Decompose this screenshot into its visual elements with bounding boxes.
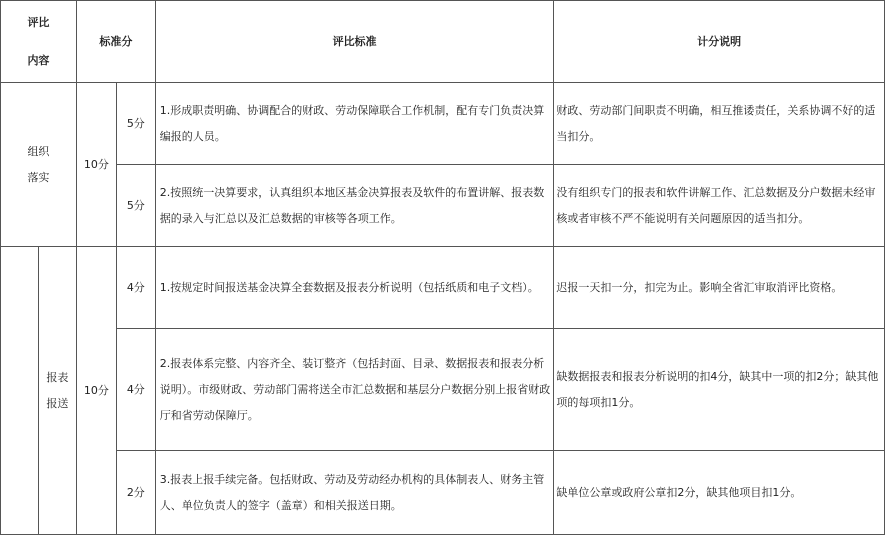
section-name-line2: 报送 [46,396,69,410]
header-category-line1: 评比 [27,15,50,29]
row-criteria: 2.报表体系完整、内容齐全、装订整齐（包括封面、目录、数据报表和报表分析说明）。市级财政、劳动部门需将送全市汇总数据和基层分户数据分别上报省财政厅和省劳动保障厅。 [155,329,554,451]
row-scoring: 缺数据报表和报表分析说明的扣4分，缺其中一项的扣2分；缺其他项的每项扣1分。 [554,329,885,451]
row-scoring: 财政、劳动部门间职责不明确，相互推诿责任，关系协调不好的适当扣分。 [554,83,885,165]
row-points: 4分 [116,329,155,451]
row-criteria: 3.报表上报手续完备。包括财政、劳动及劳动经办机构的具体制表人、财务主管人、单位负责人的签字（盖章）和相关报送日期。 [155,451,554,535]
section-name-line1: 组织 [27,144,50,158]
header-scoring: 计分说明 [554,1,885,83]
row-points: 5分 [116,83,155,165]
section-name-line1: 报表 [46,370,69,384]
section-total-score: 10分 [76,83,116,247]
header-criteria: 评比标准 [155,1,554,83]
header-score: 标准分 [76,1,155,83]
section-total-score: 10分 [76,247,116,535]
row-criteria: 1.按规定时间报送基金决算全套数据及报表分析说明（包括纸质和电子文档）。 [155,247,554,329]
section-organization [1,83,77,247]
header-category [1,1,77,83]
row-points: 4分 [116,247,155,329]
row-points: 2分 [116,451,155,535]
section-reporting [38,247,76,535]
table-row [1,83,885,165]
row-points: 5分 [116,165,155,247]
header-category-line2: 内容 [27,53,50,67]
section-blank-cell [1,247,39,535]
row-scoring: 没有组织专门的报表和软件讲解工作、汇总数据及分户数据未经审核或者审核不严不能说明有关问题原因的适当扣分。 [554,165,885,247]
row-scoring: 缺单位公章或政府公章扣2分，缺其他项目扣1分。 [554,451,885,535]
table-row [1,165,885,247]
table-row [1,451,885,535]
row-criteria: 2.按照统一决算要求，认真组织本地区基金决算报表及软件的布置讲解、报表数据的录入与汇总以及汇总数据的审核等各项工作。 [155,165,554,247]
table-row [1,329,885,451]
header-row [1,1,885,83]
row-criteria: 1.形成职责明确、协调配合的财政、劳动保障联合工作机制，配有专门负责决算编报的人员。 [155,83,554,165]
section-name-line2: 落实 [27,170,50,184]
table-row [1,247,885,329]
row-scoring: 迟报一天扣一分，扣完为止。影响全省汇审取消评比资格。 [554,247,885,329]
